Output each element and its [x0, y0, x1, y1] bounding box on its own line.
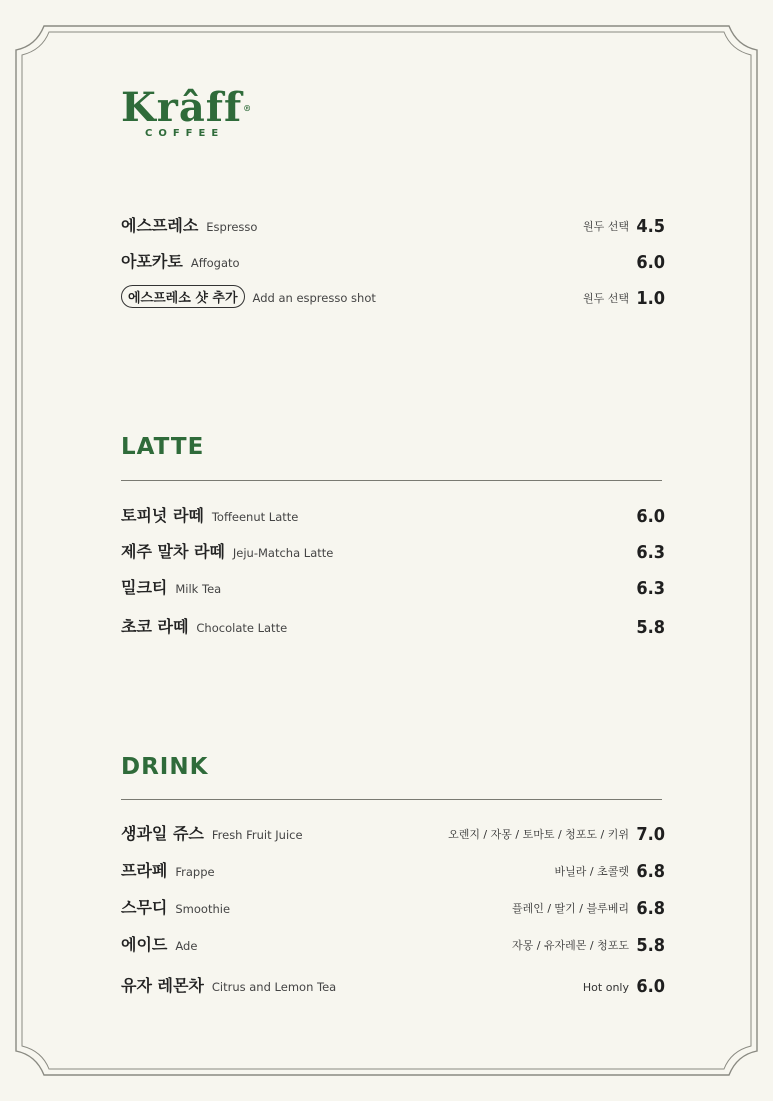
item-option: 바닐라 / 초콜렛: [554, 865, 629, 878]
menu-item: [121, 615, 665, 639]
menu-item: [121, 540, 665, 564]
item-name-en: Citrus and Lemon Tea: [211, 980, 337, 994]
item-name-ko: 프라페: [121, 861, 168, 880]
item-option: 자몽 / 유자레몬 / 청포도: [511, 939, 629, 952]
item-name-en: Espresso: [206, 220, 258, 234]
item-price: 6.0: [636, 506, 665, 527]
item-name-en: Milk Tea: [175, 582, 222, 596]
item-option: 플레인 / 딸기 / 블루베리: [511, 902, 629, 915]
item-name-ko: 초코 라떼: [121, 617, 189, 636]
item-price: 5.8: [636, 935, 665, 956]
item-name-en: Frappe: [175, 865, 215, 879]
item-name-ko: 제주 말차 라떼: [121, 542, 225, 561]
menu-item: [121, 250, 665, 274]
item-name-en: Toffeenut Latte: [211, 510, 299, 524]
item-name-en: Smoothie: [175, 902, 231, 916]
section-title-latte: LATTE: [121, 434, 205, 460]
item-price: 4.5: [636, 216, 665, 237]
brand-logo: [121, 84, 281, 139]
item-price: 7.0: [636, 824, 665, 845]
section-title-drink: DRINK: [121, 754, 209, 780]
item-name-en: Affogato: [190, 256, 240, 270]
item-price: 6.3: [636, 578, 665, 599]
item-name-ko: 생과일 쥬스: [121, 824, 204, 843]
item-name-ko: 토피넛 라떼: [121, 506, 204, 525]
item-price: 6.8: [636, 898, 665, 919]
item-option: 원두 선택: [582, 292, 629, 305]
item-name-en: Ade: [175, 939, 198, 953]
brand-sub: COFFEE: [145, 128, 225, 139]
item-price: 6.3: [636, 542, 665, 563]
menu-item: [121, 286, 665, 310]
item-name-ko: 스무디: [121, 898, 168, 917]
item-name-ko: 밀크티: [121, 578, 168, 597]
menu-item: [121, 896, 665, 920]
item-option: 원두 선택: [582, 220, 629, 233]
item-option: Hot only: [582, 981, 629, 994]
menu-item: [121, 576, 665, 600]
section-divider: [121, 480, 662, 481]
registered-mark: ®: [243, 103, 253, 113]
menu-item: [121, 822, 665, 846]
item-price: 1.0: [636, 288, 665, 309]
menu-item: [121, 214, 665, 238]
item-name-ko: 에이드: [121, 935, 168, 954]
menu-item: [121, 974, 665, 998]
item-name-en: Add an espresso shot: [252, 291, 376, 305]
menu-item: [121, 859, 665, 883]
item-name-en: Chocolate Latte: [196, 621, 288, 635]
item-price: 5.8: [636, 617, 665, 638]
brand-name: Krâff: [121, 84, 243, 131]
item-name-ko: 유자 레몬차: [121, 976, 204, 995]
item-price: 6.0: [636, 976, 665, 997]
item-price: 6.8: [636, 861, 665, 882]
item-name-ko-pill: 에스프레소 샷 추가: [121, 285, 245, 308]
item-name-en: Fresh Fruit Juice: [211, 828, 303, 842]
item-option: 오렌지 / 자몽 / 토마토 / 청포도 / 키위: [448, 828, 629, 841]
menu-item: [121, 504, 665, 528]
section-divider: [121, 799, 662, 800]
item-name-en: Jeju-Matcha Latte: [232, 546, 334, 560]
item-name-ko: 아포카토: [121, 252, 183, 271]
menu-item: [121, 933, 665, 957]
item-name-ko: 에스프레소: [121, 216, 199, 235]
item-price: 6.0: [636, 252, 665, 273]
